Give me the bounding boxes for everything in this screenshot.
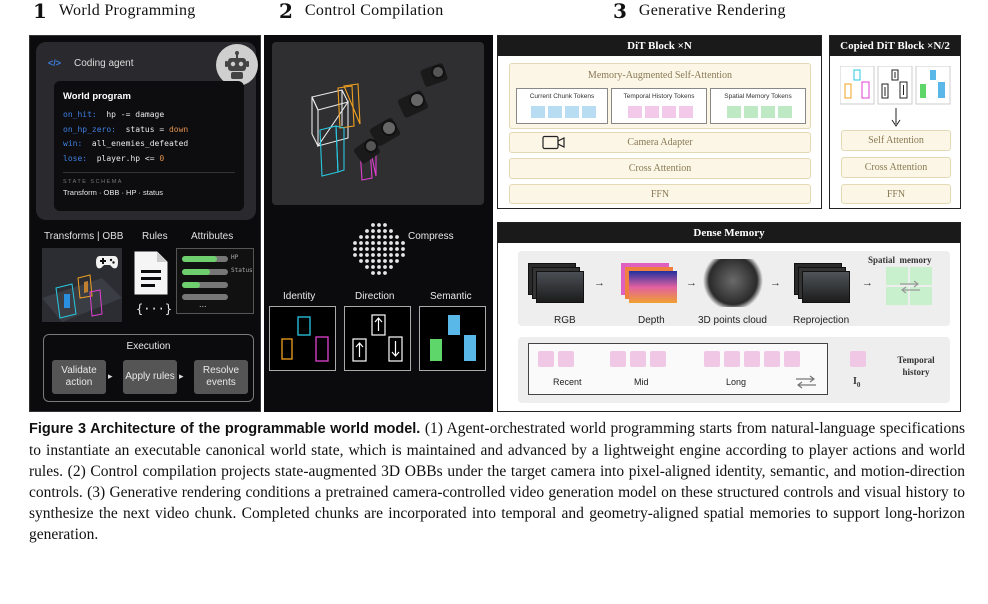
rgb-label: RGB	[554, 315, 576, 326]
compress-label: Compress	[408, 231, 454, 242]
token	[531, 106, 545, 118]
compress-dot	[401, 247, 405, 251]
code-value: player.hp <=	[87, 153, 160, 163]
token	[628, 106, 642, 118]
compress-dot	[365, 241, 369, 245]
compress-dot	[389, 253, 393, 257]
compress-dot	[353, 247, 357, 251]
mid-token	[630, 351, 646, 367]
coding-agent-label: Coding agent	[74, 58, 134, 69]
compress-dot	[383, 247, 387, 251]
cross-attention-block	[509, 158, 811, 179]
section-number: 1	[33, 0, 47, 23]
compress-dot	[359, 259, 363, 263]
compress-dot	[365, 253, 369, 257]
hp-label: HP	[231, 254, 239, 261]
section-title: Control Compilation	[304, 2, 444, 19]
arrow-right-icon: →	[862, 277, 873, 289]
copied-ffn-label: FFN	[886, 188, 906, 200]
compress-dot	[389, 229, 393, 233]
recent-token	[538, 351, 554, 367]
compress-dot	[371, 247, 375, 251]
token-group-label: Spatial Memory Tokens	[724, 93, 792, 100]
compress-dot	[395, 253, 399, 257]
control-compilation-panel	[264, 35, 493, 412]
compress-dot	[365, 247, 369, 251]
status-label: Status	[231, 267, 253, 274]
recent-label: Recent	[553, 377, 582, 387]
i0-subscript: 0	[856, 381, 861, 389]
spatial-memory-tokens	[886, 267, 936, 307]
transforms-label: Transforms | OBB	[44, 231, 124, 242]
hp-bar	[182, 256, 228, 262]
code-value: status =	[115, 124, 169, 134]
ffn-block	[509, 184, 811, 204]
dit-block-title: DiT Block ×N	[498, 36, 821, 56]
frame	[536, 271, 584, 303]
dense-memory-title: Dense Memory	[498, 223, 960, 243]
dense-memory-panel	[497, 222, 961, 412]
compress-dot	[383, 241, 387, 245]
copied-dit-block-panel	[829, 35, 961, 209]
section-header-2	[279, 0, 444, 22]
token	[744, 106, 758, 118]
code-accent: down	[168, 124, 189, 134]
resolve-events-step: Resolve events	[194, 360, 248, 394]
long-token	[764, 351, 780, 367]
attr-bar-fill	[182, 282, 200, 288]
code-line	[63, 108, 235, 123]
validate-action-step: Validate action	[52, 360, 106, 394]
compress-dot	[371, 265, 375, 269]
compress-dot	[389, 247, 393, 251]
compress-dot	[395, 247, 399, 251]
world-program-title: World program	[63, 91, 131, 102]
coding-agent-card	[36, 42, 256, 220]
token	[761, 106, 775, 118]
long-token	[704, 351, 720, 367]
section-number: 3	[613, 0, 627, 23]
semantic-control-map	[419, 306, 486, 371]
rgb-frames	[528, 263, 588, 307]
memory-attention-label: Memory-Augmented Self-Attention	[587, 70, 733, 81]
compress-dot	[377, 235, 381, 239]
compress-dot	[377, 259, 381, 263]
attr-bar	[182, 282, 228, 288]
copied-cross-attention-label: Cross Attention	[864, 162, 928, 173]
attributes-box	[176, 248, 254, 314]
compress-dot	[359, 247, 363, 251]
control-input-thumbnails	[840, 66, 952, 106]
semantic-label: Semantic	[430, 291, 472, 302]
compress-dot	[365, 259, 369, 263]
dit-block-panel	[497, 35, 822, 209]
recent-token	[558, 351, 574, 367]
compress-dot	[383, 265, 387, 269]
point-cloud-label: 3D points cloud	[698, 315, 767, 326]
compress-dot	[371, 271, 375, 275]
code-line	[63, 123, 235, 138]
copied-cross-attention-block	[841, 157, 951, 178]
token	[679, 106, 693, 118]
temporal-history-label: Temporal history	[897, 355, 935, 377]
compress-dot	[371, 241, 375, 245]
camera-adapter-label: Camera Adapter	[627, 137, 693, 148]
camera-projection-render	[272, 42, 484, 205]
figure-caption	[29, 418, 965, 545]
compress-dot	[395, 259, 399, 263]
arrow-right-icon: ▸	[179, 371, 184, 381]
compress-dot	[371, 235, 375, 239]
compress-dot	[383, 235, 387, 239]
reprojection-frames	[794, 263, 854, 307]
code-key: on_hp_zero:	[63, 124, 116, 134]
compress-dot	[389, 235, 393, 239]
compress-dot	[365, 235, 369, 239]
compress-dot	[395, 241, 399, 245]
attr-more: ...	[199, 299, 207, 309]
copied-dit-title: Copied DiT Block ×N/2	[830, 36, 960, 56]
compress-dot	[371, 259, 375, 263]
caption-lead: Figure 3 Architecture of the programmable world model.	[29, 421, 421, 437]
token	[727, 106, 741, 118]
compress-dot	[371, 223, 375, 227]
direction-control-map	[344, 306, 411, 371]
arrow-right-icon: ▸	[108, 371, 113, 381]
compress-dot	[383, 259, 387, 263]
arrow-right-icon: →	[594, 277, 605, 289]
compress-dot	[395, 235, 399, 239]
compress-dot	[365, 229, 369, 233]
compress-dot	[377, 271, 381, 275]
frame	[802, 271, 850, 303]
identity-label: Identity	[283, 291, 316, 302]
gamepad-icon	[96, 254, 118, 270]
mid-label: Mid	[634, 377, 649, 387]
compress-dot	[359, 253, 363, 257]
compress-dot	[377, 265, 381, 269]
copied-ffn-block	[841, 184, 951, 204]
compress-dot	[359, 235, 363, 239]
compress-dot	[389, 265, 393, 269]
apply-rules-step: Apply rules	[123, 360, 177, 394]
mid-token	[610, 351, 626, 367]
rules-label: Rules	[142, 231, 168, 242]
compress-dot	[401, 241, 405, 245]
code-icon: </>	[48, 58, 62, 68]
schema-value: Transform · OBB · HP · status	[63, 188, 164, 197]
compress-dot	[401, 253, 405, 257]
long-token	[724, 351, 740, 367]
compress-dot	[383, 271, 387, 275]
world-programming-panel	[29, 35, 261, 412]
section-number: 2	[279, 0, 293, 23]
arrow-right-icon: →	[686, 277, 697, 289]
spatial-memory-tokens	[710, 88, 806, 124]
token	[582, 106, 596, 118]
compress-dot	[353, 253, 357, 257]
token-group-label: Temporal History Tokens	[623, 93, 695, 100]
temporal-history-tokens	[611, 88, 707, 124]
depth-frames	[621, 263, 681, 307]
cross-attention-label: Cross Attention	[628, 163, 692, 174]
compress-dot	[389, 241, 393, 245]
arrow-right-icon: →	[770, 277, 781, 289]
arrow-down-icon	[891, 108, 901, 128]
compress-dot	[383, 223, 387, 227]
compress-dot	[365, 265, 369, 269]
compress-dot	[389, 259, 393, 263]
video-camera-icon	[542, 135, 566, 150]
schema-label: STATE SCHEMA	[63, 179, 123, 185]
direction-label: Direction	[355, 291, 395, 302]
token	[548, 106, 562, 118]
identity-control-map	[269, 306, 336, 371]
execution-title: Execution	[126, 341, 171, 352]
compress-dots-icon	[350, 220, 408, 278]
token	[778, 106, 792, 118]
initial-frame-token	[850, 351, 866, 367]
long-label: Long	[726, 377, 747, 387]
compress-dot	[377, 223, 381, 227]
compress-dot	[359, 241, 363, 245]
section-header-3	[613, 0, 786, 22]
compress-dot	[383, 253, 387, 257]
code-key: on_hit:	[63, 110, 97, 119]
compress-dot	[383, 229, 387, 233]
i0-letter: I	[853, 376, 857, 387]
point-cloud-image	[703, 259, 763, 307]
i0-label	[853, 376, 860, 389]
self-attention-block	[841, 130, 951, 151]
attributes-label: Attributes	[191, 231, 234, 242]
code-value: all_enemies_defeated	[82, 139, 189, 148]
spatial-memory-label: Spatial memory	[868, 255, 932, 265]
status-bar	[182, 269, 228, 275]
code-key: win:	[63, 139, 83, 148]
section-title: World Programming	[58, 2, 196, 19]
schema-divider	[63, 172, 235, 173]
token	[645, 106, 659, 118]
token-group-label: Current Chunk Tokens	[529, 93, 595, 100]
token	[662, 106, 676, 118]
code-value: hp -= damage	[96, 110, 165, 119]
compress-dot	[377, 247, 381, 251]
caption-body: (1) Agent-orchestrated world programming starts from natural-language specifications to instantiate an executable canonical world state, which is maintained and advanced by a lightweight engine according to player actions and world rules. (2) Control compilation projects state-augmented 3D OBBs under the target camera into pixel-aligned identity, semantic, and motion-direction controls. (3) Generative rendering conditions a pretrained camera-controlled video generation model on these structured controls and visual history to synthesize the next video chunk. Completed chunks are incorporated into temporal and geometry-aligned spatial memories to support long-horizon generation.	[29, 420, 965, 543]
current-chunk-tokens	[516, 88, 608, 124]
compress-dot	[377, 241, 381, 245]
execution-box	[43, 334, 254, 402]
mid-token	[650, 351, 666, 367]
code-accent: 0	[159, 153, 165, 163]
compress-dot	[377, 253, 381, 257]
long-token	[744, 351, 760, 367]
world-program-box	[54, 81, 244, 211]
hp-bar-fill	[182, 256, 217, 262]
token	[565, 106, 579, 118]
rules-document-icon	[133, 250, 169, 296]
code-line	[63, 152, 235, 167]
self-attention-label: Self Attention	[868, 135, 924, 146]
cycle-icon	[896, 280, 924, 294]
compress-dot	[377, 229, 381, 233]
cycle-icon	[792, 375, 820, 389]
compress-dot	[371, 253, 375, 257]
depth-label: Depth	[638, 315, 665, 326]
section-title: Generative Rendering	[638, 2, 786, 19]
rules-braces: {···}	[136, 302, 173, 316]
ffn-label: FFN	[650, 188, 670, 200]
frame	[629, 271, 677, 303]
long-token	[784, 351, 800, 367]
code-line	[63, 137, 235, 152]
robot-icon	[216, 44, 258, 86]
section-header-1	[33, 0, 196, 22]
status-bar-fill	[182, 269, 210, 275]
code-key: lose:	[63, 153, 88, 163]
reprojection-label: Reprojection	[793, 315, 850, 326]
compress-dot	[353, 241, 357, 245]
camera-icon	[353, 62, 449, 164]
compress-dot	[371, 229, 375, 233]
